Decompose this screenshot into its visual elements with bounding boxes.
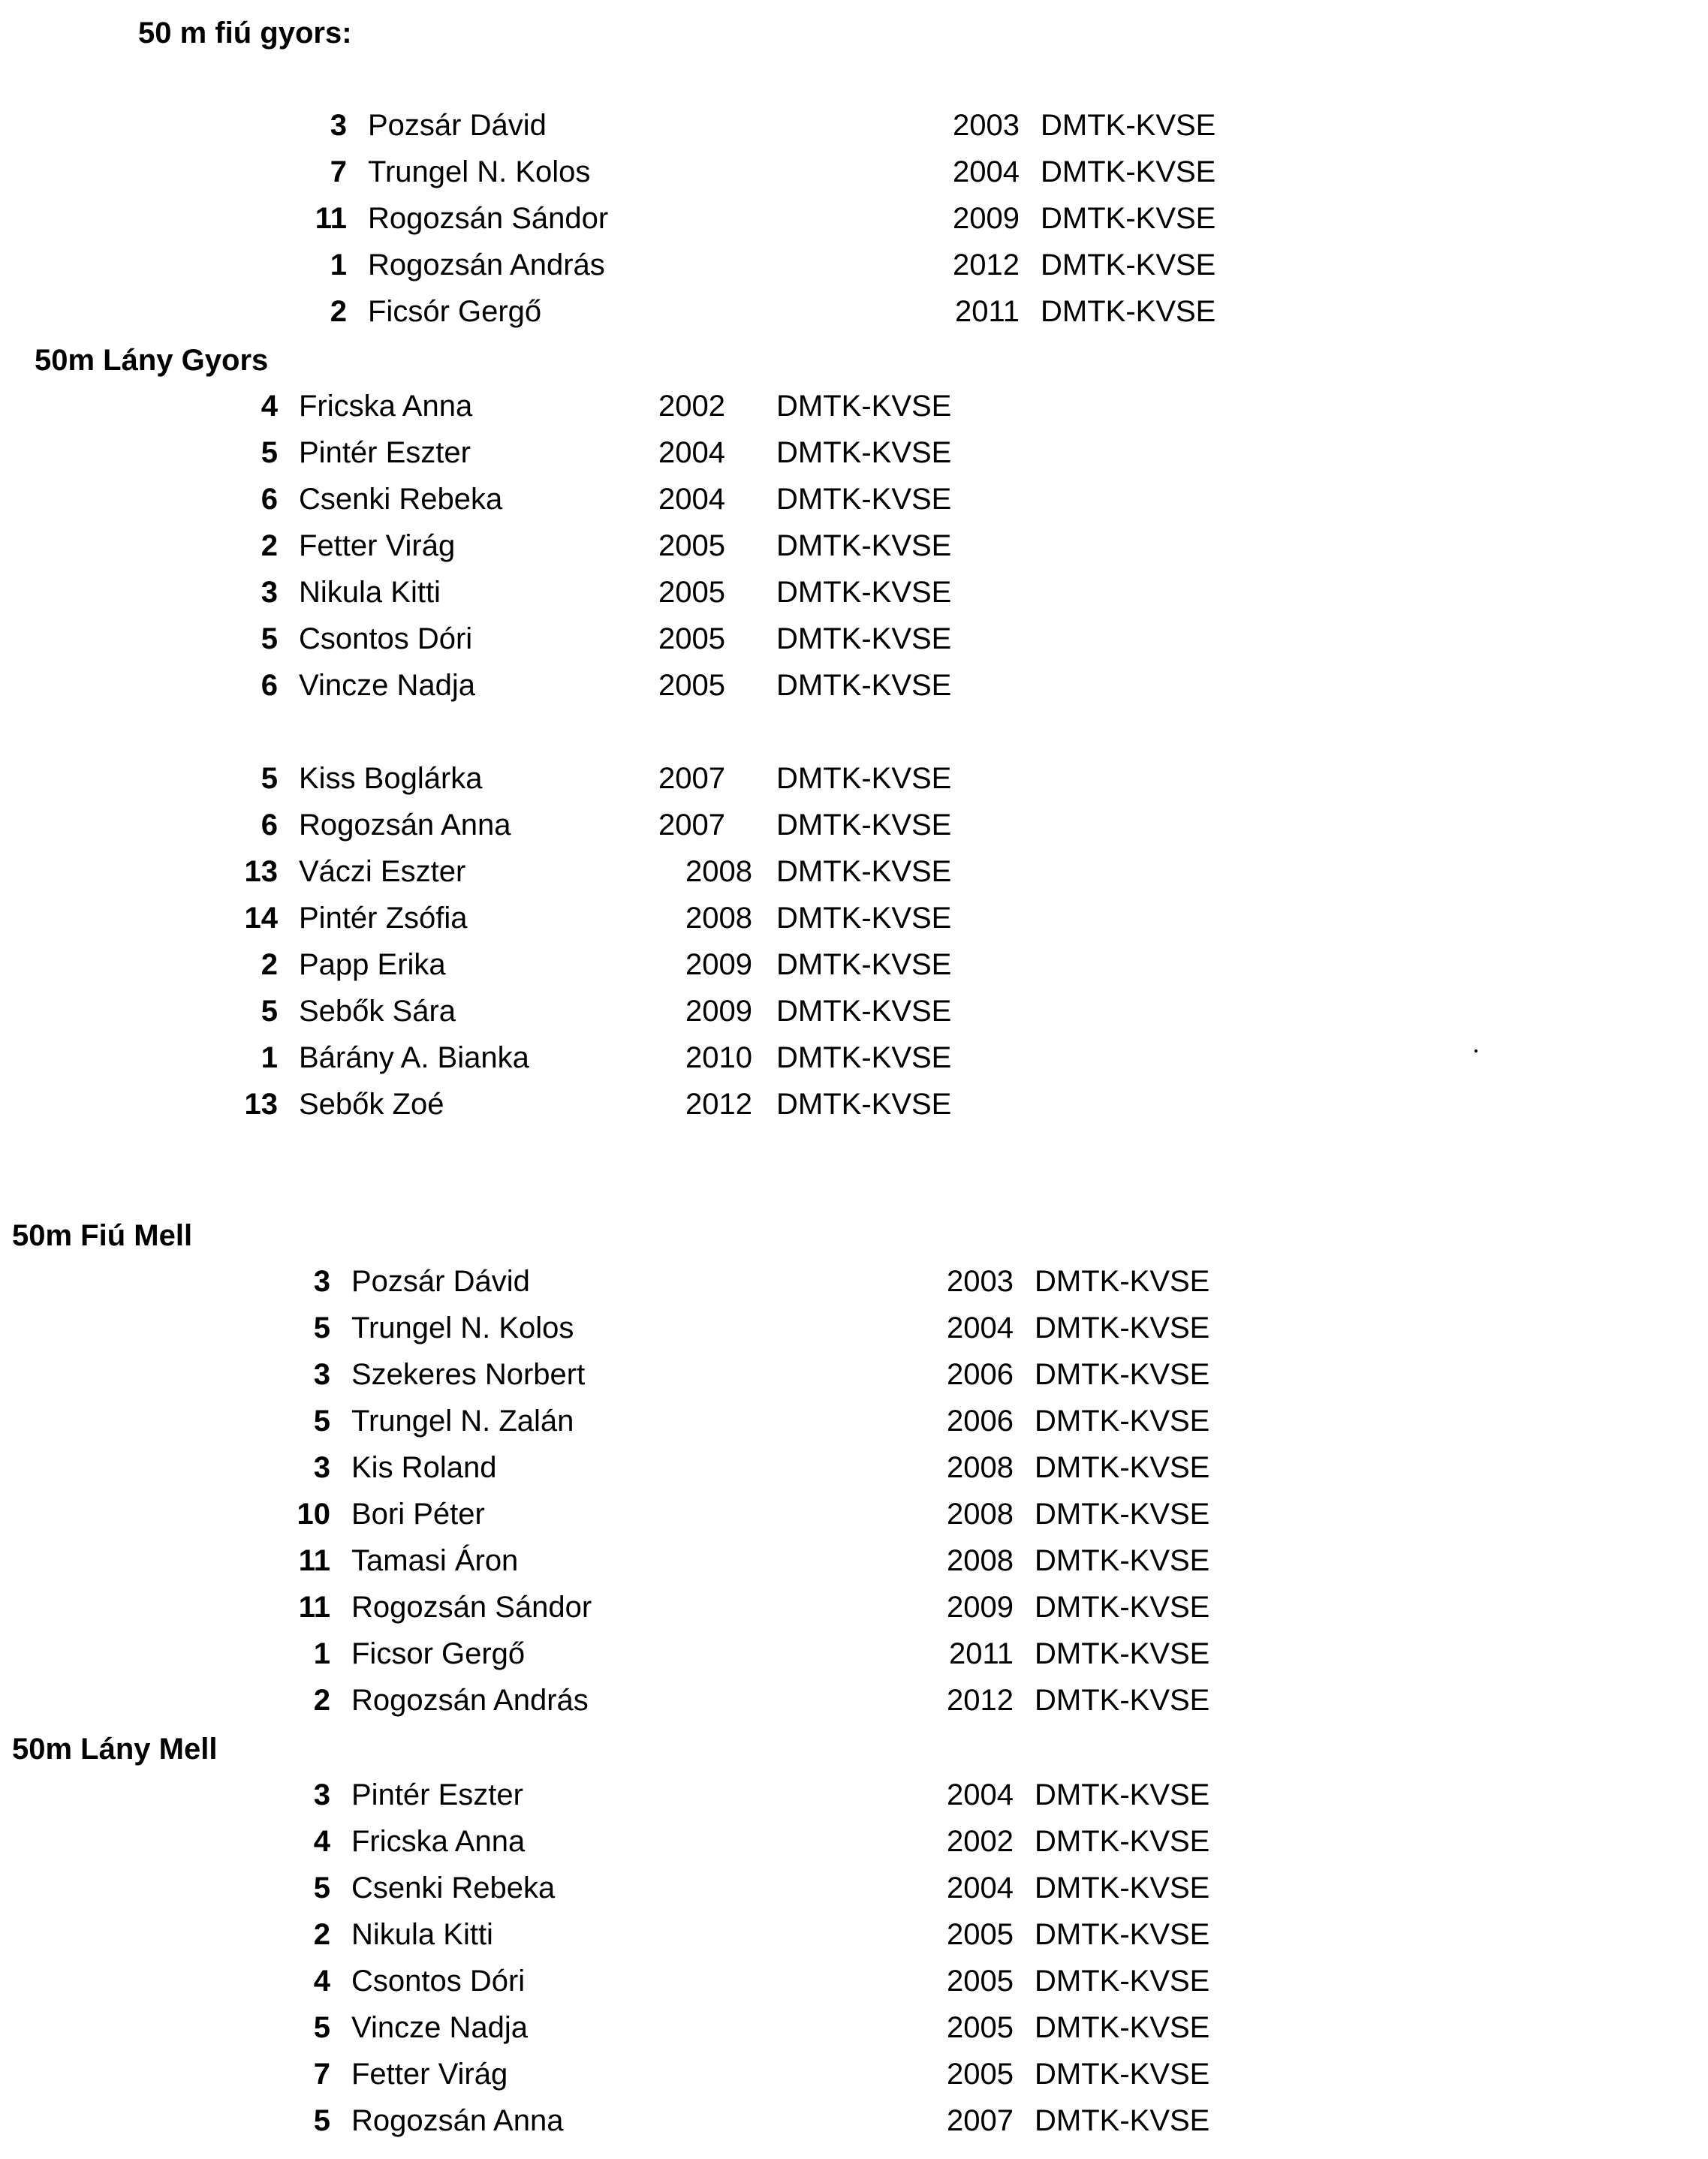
- swimmer-name: Rogozsán Sándor: [351, 1591, 592, 1624]
- club-name: DMTK-KVSE: [1041, 202, 1216, 235]
- swimmer-name: Pintér Eszter: [351, 1778, 523, 1811]
- place-number: 11: [298, 1591, 330, 1624]
- club-name: DMTK-KVSE: [776, 902, 952, 935]
- club-name: DMTK-KVSE: [1035, 1684, 1210, 1717]
- swimmer-name: Bori Péter: [351, 1498, 485, 1531]
- section-heading: 50m Lány Gyors: [35, 344, 269, 377]
- swimmer-name: Papp Erika: [299, 948, 446, 981]
- place-number: 7: [330, 155, 347, 188]
- birth-year: 2004: [947, 1871, 1014, 1905]
- club-name: DMTK-KVSE: [1035, 2104, 1210, 2137]
- place-number: 2: [313, 1684, 330, 1717]
- club-name: DMTK-KVSE: [776, 855, 952, 888]
- swimmer-name: Pozsár Dávid: [351, 1265, 530, 1298]
- swimmer-name: Pintér Zsófia: [299, 902, 468, 935]
- club-name: DMTK-KVSE: [776, 390, 952, 423]
- swimmer-name: Tamasi Áron: [351, 1544, 519, 1577]
- club-name: DMTK-KVSE: [1035, 1871, 1210, 1905]
- swimmer-name: Rogozsán Sándor: [368, 202, 609, 235]
- section-heading: 50m Fiú Mell: [12, 1219, 193, 1252]
- club-name: DMTK-KVSE: [776, 669, 952, 702]
- club-name: DMTK-KVSE: [1041, 295, 1216, 328]
- place-number: 4: [261, 390, 278, 423]
- swimmer-name: Pozsár Dávid: [368, 109, 547, 142]
- swimmer-name: Sebők Sára: [299, 995, 456, 1028]
- place-number: 1: [313, 1637, 330, 1670]
- swimmer-name: Vincze Nadja: [351, 2011, 528, 2044]
- swimmer-name: Csontos Dóri: [299, 622, 473, 655]
- place-number: 6: [261, 669, 278, 702]
- birth-year: 2011: [948, 1637, 1014, 1670]
- swimmer-name: Kiss Boglárka: [299, 762, 483, 795]
- section-heading: 50 m fiú gyors:: [138, 17, 352, 50]
- birth-year: 2007: [947, 2104, 1014, 2137]
- birth-year: 2004: [658, 436, 725, 469]
- swimmer-name: Trungel N. Kolos: [368, 155, 591, 188]
- place-number: 3: [313, 1451, 330, 1484]
- birth-year: 2009: [947, 1591, 1014, 1624]
- club-name: DMTK-KVSE: [1035, 1451, 1210, 1484]
- swimmer-name: Fetter Virág: [299, 529, 456, 562]
- club-name: DMTK-KVSE: [1035, 2011, 1210, 2044]
- place-number: 3: [313, 1265, 330, 1298]
- place-number: 5: [313, 1311, 330, 1344]
- birth-year: 2005: [947, 2058, 1014, 2091]
- club-name: DMTK-KVSE: [776, 808, 952, 842]
- birth-year: 2009: [685, 995, 752, 1028]
- place-number: 5: [313, 1871, 330, 1905]
- birth-year: 2005: [947, 2011, 1014, 2044]
- birth-year: 2008: [685, 902, 752, 935]
- club-name: DMTK-KVSE: [1035, 1591, 1210, 1624]
- birth-year: 2008: [947, 1498, 1014, 1531]
- birth-year: 2005: [947, 1965, 1014, 1998]
- birth-year: 2007: [658, 762, 725, 795]
- birth-year: 2002: [658, 390, 725, 423]
- birth-year: 2006: [947, 1358, 1014, 1391]
- club-name: DMTK-KVSE: [1041, 155, 1216, 188]
- swimmer-name: Csenki Rebeka: [299, 483, 503, 516]
- place-number: 4: [313, 1825, 330, 1858]
- birth-year: 2012: [953, 248, 1020, 282]
- place-number: 7: [313, 2058, 330, 2091]
- club-name: DMTK-KVSE: [776, 436, 952, 469]
- club-name: DMTK-KVSE: [1035, 2058, 1210, 2091]
- place-number: 3: [313, 1358, 330, 1391]
- stray-dot: [1475, 1049, 1478, 1052]
- club-name: DMTK-KVSE: [1041, 248, 1216, 282]
- swimmer-name: Nikula Kitti: [351, 1918, 493, 1951]
- place-number: 3: [330, 109, 347, 142]
- place-number: 6: [261, 808, 278, 842]
- club-name: DMTK-KVSE: [776, 622, 952, 655]
- birth-year: 2004: [953, 155, 1020, 188]
- birth-year: 2009: [685, 948, 752, 981]
- club-name: DMTK-KVSE: [1035, 1544, 1210, 1577]
- place-number: 5: [261, 622, 278, 655]
- birth-year: 2010: [685, 1041, 752, 1074]
- club-name: DMTK-KVSE: [1041, 109, 1216, 142]
- place-number: 3: [261, 576, 278, 609]
- place-number: 6: [261, 483, 278, 516]
- birth-year: 2012: [685, 1088, 752, 1121]
- swimmer-name: Fricska Anna: [299, 390, 473, 423]
- section-heading: 50m Lány Mell: [12, 1733, 218, 1766]
- place-number: 2: [261, 529, 278, 562]
- swimmer-name: Nikula Kitti: [299, 576, 441, 609]
- place-number: 2: [330, 295, 347, 328]
- birth-year: 2008: [947, 1451, 1014, 1484]
- club-name: DMTK-KVSE: [1035, 1637, 1210, 1670]
- place-number: 5: [313, 2011, 330, 2044]
- swimmer-name: Kis Roland: [351, 1451, 497, 1484]
- place-number: 5: [261, 762, 278, 795]
- birth-year: 2002: [947, 1825, 1014, 1858]
- club-name: DMTK-KVSE: [776, 995, 952, 1028]
- swimmer-name: Trungel N. Zalán: [351, 1405, 574, 1438]
- club-name: DMTK-KVSE: [1035, 1965, 1210, 1998]
- club-name: DMTK-KVSE: [776, 762, 952, 795]
- club-name: DMTK-KVSE: [1035, 1778, 1210, 1811]
- birth-year: 2009: [953, 202, 1020, 235]
- place-number: 11: [298, 1544, 330, 1577]
- birth-year: 2005: [658, 622, 725, 655]
- swimmer-name: Ficsór Gergő: [368, 295, 542, 328]
- club-name: DMTK-KVSE: [776, 1041, 952, 1074]
- place-number: 1: [261, 1041, 278, 1074]
- birth-year: 2005: [658, 529, 725, 562]
- club-name: DMTK-KVSE: [776, 1088, 952, 1121]
- birth-year: 2007: [658, 808, 725, 842]
- club-name: DMTK-KVSE: [776, 948, 952, 981]
- club-name: DMTK-KVSE: [1035, 1405, 1210, 1438]
- birth-year: 2012: [947, 1684, 1014, 1717]
- place-number: 5: [313, 2104, 330, 2137]
- place-number: 14: [244, 902, 278, 935]
- club-name: DMTK-KVSE: [776, 529, 952, 562]
- place-number: 5: [261, 436, 278, 469]
- birth-year: 2004: [658, 483, 725, 516]
- birth-year: 2003: [953, 109, 1020, 142]
- swimmer-name: Ficsor Gergő: [351, 1637, 526, 1670]
- birth-year: 2005: [947, 1918, 1014, 1951]
- club-name: DMTK-KVSE: [1035, 1918, 1210, 1951]
- place-number: 11: [315, 202, 347, 235]
- club-name: DMTK-KVSE: [1035, 1265, 1210, 1298]
- birth-year: 2005: [658, 669, 725, 702]
- swimmer-name: Vincze Nadja: [299, 669, 475, 702]
- place-number: 2: [313, 1918, 330, 1951]
- club-name: DMTK-KVSE: [1035, 1311, 1210, 1344]
- swimmer-name: Sebők Zoé: [299, 1088, 444, 1121]
- place-number: 13: [244, 855, 278, 888]
- place-number: 4: [313, 1965, 330, 1998]
- swimmer-name: Rogozsán András: [351, 1684, 589, 1717]
- club-name: DMTK-KVSE: [776, 483, 952, 516]
- swimmer-name: Fetter Virág: [351, 2058, 508, 2091]
- swimmer-name: Bárány A. Bianka: [299, 1041, 529, 1074]
- place-number: 5: [313, 1405, 330, 1438]
- place-number: 2: [261, 948, 278, 981]
- birth-year: 2004: [947, 1311, 1014, 1344]
- birth-year: 2011: [954, 295, 1020, 328]
- birth-year: 2003: [947, 1265, 1014, 1298]
- swimmer-name: Pintér Eszter: [299, 436, 471, 469]
- swimmer-name: Rogozsán András: [368, 248, 605, 282]
- club-name: DMTK-KVSE: [1035, 1358, 1210, 1391]
- swimmer-name: Fricska Anna: [351, 1825, 526, 1858]
- club-name: DMTK-KVSE: [1035, 1825, 1210, 1858]
- birth-year: 2008: [947, 1544, 1014, 1577]
- swimmer-name: Rogozsán Anna: [299, 808, 511, 842]
- birth-year: 2005: [658, 576, 725, 609]
- swimmer-name: Váczi Eszter: [299, 855, 466, 888]
- place-number: 10: [297, 1498, 330, 1531]
- club-name: DMTK-KVSE: [776, 576, 952, 609]
- birth-year: 2004: [947, 1778, 1014, 1811]
- place-number: 5: [261, 995, 278, 1028]
- club-name: DMTK-KVSE: [1035, 1498, 1210, 1531]
- birth-year: 2006: [947, 1405, 1014, 1438]
- place-number: 1: [330, 248, 347, 282]
- swimmer-name: Rogozsán Anna: [351, 2104, 564, 2137]
- place-number: 13: [244, 1088, 278, 1121]
- place-number: 3: [313, 1778, 330, 1811]
- swimmer-name: Trungel N. Kolos: [351, 1311, 574, 1344]
- swimmer-name: Csenki Rebeka: [351, 1871, 556, 1905]
- swimmer-name: Szekeres Norbert: [351, 1358, 586, 1391]
- swimmer-name: Csontos Dóri: [351, 1965, 526, 1998]
- birth-year: 2008: [685, 855, 752, 888]
